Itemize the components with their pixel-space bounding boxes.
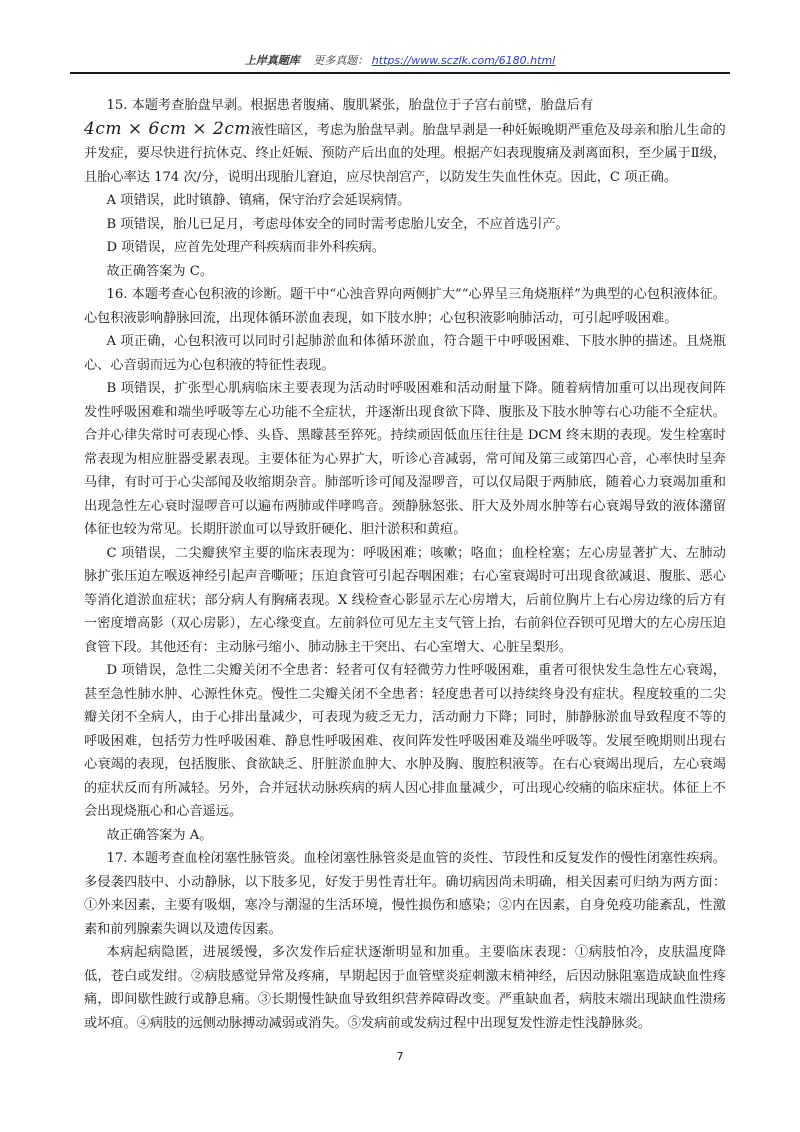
header-link[interactable]: https://www.sczlk.com/6180.html: [371, 54, 556, 67]
page-number: 7: [396, 1050, 404, 1063]
page-body: [84, 94, 726, 1035]
q16-option-c: C 项错误，二尖瓣狭窄主要的临床表现为：呼吸困难；咳嗽；咯血；血栓栓塞；左心房显著扩大、左肺动脉扩张压迫左喉返神经引起声音嘶哑；压迫食管可引起吞咽困难；右心室衰竭时可出现食欲减退、腹胀、恶心等消化道淤血症状；部分病人有胸痛表现。X 线检查心影显示左心房增大，后前位胸片上右心房边缘的后方有一密度增高影（双心房影），左心缘变直。左前斜位可见左主支气管上抬，右前斜位吞钡可见增大的左心房压迫食管下段。其他还有：主动脉弓缩小、肺动脉主干突出、右心室增大、心脏呈梨形。: [84, 545, 726, 655]
q16-option-a: A 项正确，心包积液可以同时引起肺淤血和体循环淤血，符合题干中呼吸困难、下肢水肿的描述。且烧瓶心、心音弱而远为心包积液的特征性表现。: [84, 334, 726, 373]
header-label-more: 更多真题：: [313, 54, 369, 67]
q17-clinical: 本病起病隐匿，进展缓慢，多次发作后症状逐渐明显和加重。主要临床表现：①病肢怕冷，皮肤温度降低，苍白或发绀。②病肢感觉异常及疼痛，早期起因于血管壁炎症刺激末梢神经，后因动脉阻塞造成缺血性疼痛，即间歇性跛行或静息痛。③长期慢性缺血导致组织营养障碍改变。严重缺血者，病肢末端出现缺血性溃疡或坏疽。④病肢的远侧动脉搏动减弱或消失。⑤发病前或发病过程中出现复发性游走性浅静脉炎。: [84, 945, 726, 1031]
q15-option-d: D 项错误，应首先处理产科疾病而非外科疾病。: [106, 240, 385, 255]
q16-answer: 故正确答案为 A。: [106, 827, 213, 843]
q17-intro: 17. 本题考查血栓闭塞性脉管炎。血栓闭塞性脉管炎是血管的炎性、节段性和反复发作的慢性闭塞性疾病。多侵袭四肢中、小动静脉，以下肢多见，好发于男性青壮年。确切病因尚未明确，相关因素可归纳为两方面：①外来因素，主要有吸烟，寒冷与潮湿的生活环境，慢性损伤和感染；②内在因素，自身免疫功能紊乱，性激素和前列腺素失调以及遗传因素。: [84, 851, 726, 937]
page-header: [0, 52, 800, 68]
q15-option-a: A 项错误，此时镇静、镇痛，保守治疗会延误病情。: [106, 193, 411, 208]
q15-option-b: B 项错误，胎儿已足月，考虑母体安全的同时需考虑胎儿安全，不应首选引产。: [106, 216, 569, 232]
header-rule: [70, 72, 730, 74]
q16-option-b: B 项错误，扩张型心肌病临床主要表现为活动时呼吸困难和活动耐量下降。随着病情加重可以出现夜间阵发性呼吸困难和端坐呼吸等左心功能不全症状，并逐渐出现食欲下降、腹胀及下肢水肿等右心功能不全症状。合并心律失常时可表现心悸、头昏、黑矇甚至猝死。持续顽固低血压往往是 DCM 终末期的表现。发生栓塞时常表现为相应脏器受累表现。主要体征为心界扩大，听诊心音减弱，常可闻及第三或第四心音，心率快时呈奔马律，有时可于心尖部闻及收缩期杂音。肺部听诊可闻及湿啰音，可以仅局限于两肺底，随着心力衰竭加重和出现急性左心衰时湿啰音可以遍布两肺或伴哮鸣音。颈静脉怒张、肝大及外周水肿等右心衰竭导致的液体潴留体征也较为常见。长期肝淤血可以导致肝硬化、胆汁淤积和黄疸。: [84, 381, 726, 537]
header-label-bank: 上岸真题库: [244, 54, 300, 67]
q16-intro: 16. 本题考查心包积液的诊断。题干中“心浊音界向两侧扩大”“心界呈三角烧瓶样”为典型的心包积液体征。心包积液影响静脉回流，出现体循环淤血表现，如下肢水肿；心包积液影响肺活动，可引起呼吸困难。: [84, 287, 726, 326]
q15-dimension-formula: 4cm × 6cm × 2cm: [84, 118, 251, 139]
q16-option-d: D 项错误，急性二尖瓣关闭不全患者：轻者可仅有轻微劳力性呼吸困难，重者可很快发生急性左心衰竭，甚至急性肺水肿、心源性休克。慢性二尖瓣关闭不全患者：轻度患者可以持续终身没有症状。程度较重的二尖瓣关闭不全病人，由于心排出量减少，可表现为疲乏无力，活动耐力下降；同时，肺静脉淤血导致程度不等的呼吸困难，包括劳力性呼吸困难、静息性呼吸困难、夜间阵发性呼吸困难及端坐呼吸等。发展至晚期则出现右心衰竭的表现，包括腹胀、食欲缺乏、肝脏淤血肿大、水肿及胸、腹腔积液等。在右心衰竭出现后，左心衰竭的症状反而有所减轻。另外，合并冠状动脉疾病的病人因心排血量减少，可出现心绞痛的临床症状。体征上不会出现烧瓶心和心音遥远。: [84, 663, 726, 819]
q15-line2-text: 液性暗区，考虑为胎盘早剥。胎盘早剥是一种妊娠晚期严重危及母亲和胎儿生命的: [250, 122, 726, 138]
q15-line3: 并发症，要尽快进行抗休克、终止妊娠、预防产后出血的处理。根据产妇表现腹痛及剥离面积，至少属于Ⅱ级，且胎心率达 174 次/分，说明出现胎儿窘迫，应尽快剖宫产，以防发生失血性休克。因此，C 项正确。: [84, 146, 726, 185]
q15-intro: 15. 本题考查胎盘早剥。根据患者腹痛、腹肌紧张，胎盘位于子宫右前壁，胎盘后有: [106, 98, 594, 113]
q15-line2: [84, 118, 726, 143]
q15-answer: 故正确答案为 C。: [106, 263, 214, 279]
